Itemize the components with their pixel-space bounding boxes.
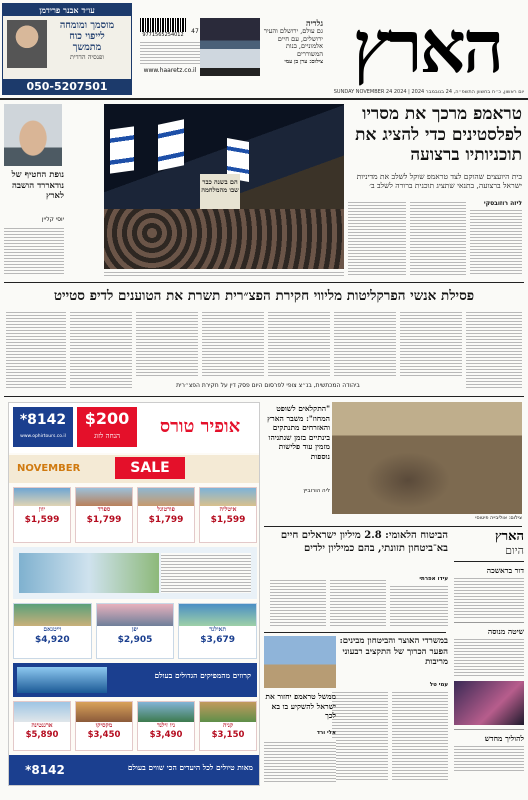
haaretz-today-photo — [454, 681, 524, 725]
deal-price: $4,920 — [34, 635, 70, 645]
deal-price: $3,490 — [149, 730, 183, 740]
gallery-photo-strip — [200, 68, 260, 76]
protest-sign: הם בשנה כבר שבו מהמלחמה — [200, 174, 240, 214]
deal-photo — [200, 702, 256, 722]
fourth-text-2 — [332, 690, 388, 782]
gallery-teaser[interactable] — [263, 18, 323, 80]
deal-price: $3,679 — [200, 635, 236, 645]
cruise-photo — [17, 667, 107, 693]
deals-mid-row — [13, 603, 257, 659]
logo[interactable]: הארץ — [352, 8, 502, 86]
third-headline[interactable]: הביטוח הלאומי: 2.8 מיליון ישראלים חיים בא־ביטחון תזונתי, בהם כמיליון ילדים — [280, 530, 448, 554]
deal-dest: יוון — [38, 506, 46, 513]
deal-dest: ארגנטינה — [31, 722, 53, 729]
cruise-banner[interactable] — [13, 663, 257, 697]
lawyer-line3: מתמשך — [72, 42, 102, 53]
deal-dest: ספרד — [97, 506, 111, 513]
second-story-rule — [4, 282, 524, 283]
second-text-5 — [202, 310, 264, 378]
deal-dest: יפן — [131, 626, 139, 633]
third-byline: עידו אפרתי — [419, 576, 448, 582]
deal-card[interactable] — [75, 701, 133, 751]
crowd — [104, 209, 344, 269]
deals-top-row — [13, 487, 257, 543]
deal-price: $1,599 — [24, 515, 60, 525]
second-headline[interactable]: פסילת אנשי הפרקליטות מליווי חקירת הפצ״רית תשרת את הטוענים לדיפ סטייט — [53, 288, 475, 304]
third-story-rule — [264, 526, 522, 527]
second-text-1 — [466, 310, 522, 388]
sale-banner — [9, 455, 260, 483]
lawyer-line1: מוסמך ומומחה — [59, 20, 115, 31]
second-text-2 — [400, 310, 462, 378]
second-text-6 — [136, 310, 198, 378]
deal-photo — [76, 488, 132, 506]
deal-card[interactable] — [199, 701, 257, 751]
column-title[interactable]: נופת החטיף של נודאררד הושבה לארץ — [11, 170, 64, 201]
main-text-col-3 — [348, 200, 406, 276]
second-text-3 — [334, 310, 396, 378]
ad-footer-phone: *8142 — [25, 763, 65, 777]
flag-3 — [110, 126, 134, 173]
deal-card[interactable] — [75, 487, 133, 543]
deal-price: $5,890 — [25, 730, 59, 740]
deal-photo — [200, 488, 256, 506]
lawyer-phone[interactable]: 050-5207501 — [3, 79, 131, 94]
lawyer-line2: לייפוי כוח — [69, 31, 105, 42]
ad-phone: *8142 — [19, 412, 67, 428]
fourth-story-rule — [264, 632, 446, 633]
lawyer-line4: ופנסיה הדדית — [69, 53, 105, 61]
deal-card[interactable] — [13, 487, 71, 543]
deal-photo — [138, 488, 194, 506]
haaretz-today-item-2-text — [454, 637, 524, 677]
ad-discount-note: הנחה לזוג — [93, 432, 121, 440]
right-col-story-byline: ליה הורוביץ — [303, 488, 330, 494]
ad-promo-strip — [13, 547, 257, 599]
lawyer-avatar — [7, 20, 47, 68]
website[interactable]: www.haaretz.co.il — [143, 67, 197, 74]
deal-photo — [14, 488, 70, 506]
gallery-photo[interactable] — [200, 18, 260, 68]
deal-dest: וייטנאם — [43, 626, 62, 633]
deal-price: $3,450 — [87, 730, 121, 740]
main-subhead: בית היועצים שהוקם לצד טראמפ שוקל לשלב את מדיניות ישראל ברצועה, בתנאי שתציג תוכנית ברורה לשלב ב׳ — [356, 172, 522, 190]
deal-card[interactable] — [13, 603, 92, 659]
column-byline: יוסי קליין — [41, 216, 64, 223]
deal-dest: קניה — [222, 722, 234, 729]
deal-dest: מקסיקו — [95, 722, 113, 729]
flag-1 — [158, 119, 184, 171]
lawyer-ad[interactable] — [2, 3, 132, 95]
fourth-text-1 — [392, 690, 448, 782]
ad-discount-currency: $ — [84, 409, 96, 428]
dateline: יום ראשון, כ״ח בחשוון התשפ״ה, 24 בנובמבר 2024 | 2024 SUNDAY NOVEMBER 24 — [333, 89, 524, 95]
haaretz-today-item-1-text — [454, 576, 524, 618]
ad-header — [9, 403, 260, 453]
deal-price: $1,799 — [86, 515, 122, 525]
ad-discount — [77, 407, 137, 447]
ophir-tours-ad[interactable] — [8, 402, 260, 786]
right-photo[interactable] — [332, 402, 522, 514]
main-text-col-2 — [410, 200, 466, 276]
deal-photo — [179, 604, 256, 626]
fourth-headline[interactable]: במשרדי האוצר והביטחון מבינים: הפער הכרוך של התקציב רבעוני מריבות — [339, 636, 448, 667]
photo-caption — [104, 270, 344, 276]
haaretz-today-item-3-text — [454, 744, 524, 772]
gallery-label: גלריה — [305, 18, 323, 28]
column-text — [4, 226, 64, 276]
deal-dest: איטליה — [219, 506, 237, 513]
deal-card[interactable] — [178, 603, 257, 659]
lawyer-name: עו״ד אבנר פרידמן — [3, 4, 131, 16]
gallery-caption: צילום: ערן בן עמי — [284, 59, 323, 65]
main-photo[interactable] — [104, 104, 344, 269]
sale-month: NOVEMBER — [17, 463, 81, 474]
second-text-7 — [70, 310, 132, 390]
deal-card[interactable] — [137, 701, 195, 751]
fifth-text — [264, 740, 336, 782]
fifth-byline: אלי ורד — [316, 730, 336, 736]
haaretz-today-box[interactable] — [454, 530, 524, 784]
sale-word: SALE — [115, 457, 185, 479]
cruise-text: קרוזים מהמפיקים הגדולים בעולם — [154, 671, 251, 680]
ad-footer-text: מאות טיולים לכל היעדים הכי שווים בעולם — [127, 763, 253, 772]
gallery-text: גם עולם, ירושלם והעיר ירושלים, עם חיים אלמוניים, בנות המשוררים — [263, 27, 323, 58]
deal-card[interactable] — [199, 487, 257, 543]
haaretz-today-brand-2: היום — [505, 544, 524, 557]
barcode — [140, 18, 186, 32]
ad-phone-box[interactable] — [13, 407, 73, 447]
deal-photo — [76, 702, 132, 722]
main-text-col-1 — [470, 208, 522, 276]
deal-price: $1,799 — [148, 515, 184, 525]
issue-number: 47 — [191, 28, 199, 35]
masthead — [0, 0, 528, 100]
haaretz-today-item-3[interactable]: להוליך מחדש — [484, 734, 524, 743]
deal-dest: תאילנד — [209, 626, 227, 633]
deal-price: $3,150 — [211, 730, 245, 740]
second-text-4 — [268, 310, 330, 378]
second-footer: ביהודה המכתשית, בנ״צ צופי לפרסום היום פסק דין על חקירת הפצ״רית — [176, 382, 360, 389]
fourth-byline: עמי טל — [429, 682, 448, 688]
deals-bottom-row — [13, 701, 257, 751]
third-text-1 — [390, 584, 448, 628]
fifth-headline[interactable]: ממשל טראמפ יחזור את ישראל להשקיע בו בא לכך — [265, 692, 336, 720]
ad-discount-amount: 200 — [95, 409, 130, 428]
ad-site: www.ophirtours.co.il — [20, 434, 66, 439]
deal-photo — [97, 604, 174, 626]
right-col-story-title[interactable]: "התקלאים לשופט המחוז": משבר הארץ והאזרחים מתנתקים בינתיים בזמן שנתניהו מזמין עוד פלישות נוספות — [267, 404, 330, 461]
haaretz-today-item-1[interactable]: דור בראשכה — [486, 566, 524, 575]
deal-dest: ניו זילנד — [156, 722, 176, 729]
column-portrait[interactable] — [4, 104, 62, 166]
barcode-number: 9771565254012 — [142, 32, 184, 38]
main-byline: ליזה רוזובסקי — [483, 200, 522, 207]
deal-card[interactable] — [96, 603, 175, 659]
second-text-8 — [6, 310, 66, 390]
right-photo-caption: צילום: אוליבייה פיטוסי — [475, 515, 522, 521]
ad-brand[interactable]: אופיר טורס — [159, 416, 241, 437]
haaretz-today-brand-1: הארץ — [495, 530, 524, 544]
deal-photo — [14, 702, 70, 722]
masthead-info-lines — [140, 40, 200, 66]
deal-price: $1,599 — [210, 515, 246, 525]
deal-price: $2,905 — [117, 635, 153, 645]
masthead-rule — [0, 98, 528, 100]
deal-photo — [138, 702, 194, 722]
lower-rule — [4, 396, 524, 397]
haaretz-today-item-2[interactable]: שיטה מנוסה — [487, 627, 524, 636]
fourth-photo[interactable] — [264, 636, 336, 688]
deal-dest: פורטוגל — [157, 506, 175, 513]
third-text-2 — [330, 578, 386, 628]
deal-card[interactable] — [13, 701, 71, 751]
ad-footer[interactable] — [9, 755, 259, 785]
third-text-3 — [270, 578, 326, 628]
deal-card[interactable] — [137, 487, 195, 543]
main-headline[interactable]: טראמפ מרכך את מסריו לפלסטינים כדי להציג את תוכניותיו ברצועה — [355, 104, 522, 165]
deal-photo — [14, 604, 91, 626]
